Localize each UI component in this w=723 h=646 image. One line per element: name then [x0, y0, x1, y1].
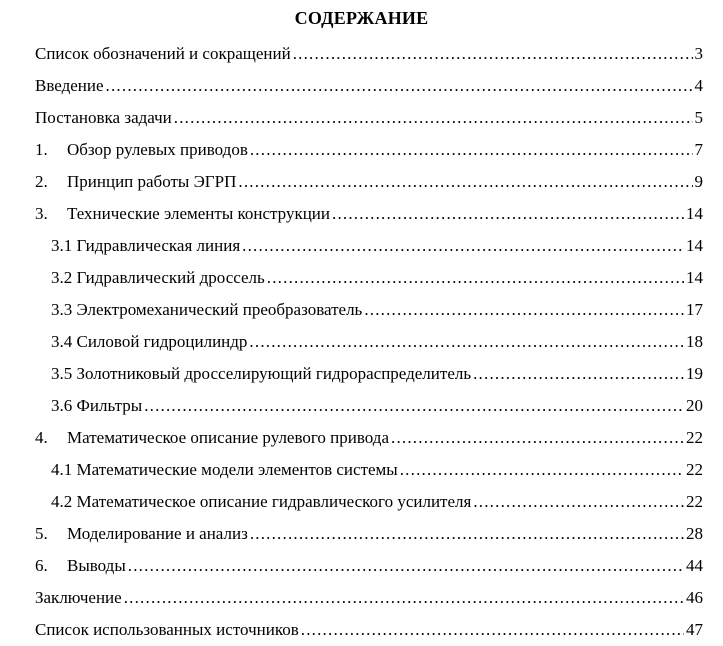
dot-leader — [473, 486, 684, 518]
toc-entry-number: 6. — [35, 556, 48, 575]
toc-entry-label: Список использованных источников — [35, 620, 299, 639]
dot-leader — [332, 198, 684, 230]
toc-entry[interactable] — [35, 422, 703, 454]
toc-entry-page-number: 28 — [686, 524, 703, 543]
toc-entry-number: 3. — [35, 204, 48, 223]
toc-entry-label: 3.6 Фильтры — [51, 396, 143, 415]
toc-entry[interactable] — [35, 326, 703, 358]
dot-leader — [124, 582, 684, 614]
toc-entry-page-number: 18 — [686, 332, 703, 351]
dot-leader — [128, 550, 684, 582]
dot-leader — [301, 614, 684, 646]
toc-entry[interactable] — [35, 390, 703, 422]
toc-entry-label: 3.3 Электромеханический преобразователь — [51, 300, 363, 319]
toc-entry-number: 4. — [35, 428, 48, 447]
table-of-contents — [35, 38, 703, 646]
toc-entry[interactable] — [35, 294, 703, 326]
toc-entry-label: 3.2 Гидравлический дроссель — [51, 268, 265, 287]
dot-leader — [364, 294, 684, 326]
toc-entry-number: 5. — [35, 524, 48, 543]
toc-entry-label: Обзор рулевых приводов — [67, 140, 248, 159]
toc-entry[interactable] — [35, 70, 703, 102]
toc-entry[interactable] — [35, 518, 703, 550]
dot-leader — [293, 38, 693, 70]
toc-entry-number: 1. — [35, 140, 48, 159]
toc-entry[interactable] — [35, 358, 703, 390]
toc-entry-page-number: 22 — [686, 460, 703, 479]
toc-entry-page-number: 44 — [686, 556, 703, 575]
toc-entry[interactable] — [35, 166, 703, 198]
toc-entry-page-number: 4 — [694, 76, 703, 95]
toc-entry-page-number: 14 — [686, 236, 703, 255]
dot-leader — [174, 102, 693, 134]
toc-entry[interactable] — [35, 198, 703, 230]
toc-entry[interactable] — [35, 134, 703, 166]
toc-entry[interactable] — [35, 262, 703, 294]
toc-entry-page-number: 19 — [686, 364, 703, 383]
toc-entry-label: Математическое описание рулевого привода — [67, 428, 389, 447]
toc-entry-page-number: 22 — [686, 428, 703, 447]
toc-entry[interactable] — [35, 486, 703, 518]
toc-entry-label: 3.5 Золотниковый дросселирующий гидрораспределитель — [51, 364, 472, 383]
toc-entry-label: Принцип работы ЭГРП — [67, 172, 237, 191]
toc-entry-page-number: 3 — [694, 44, 703, 63]
dot-leader — [400, 454, 684, 486]
toc-entry-label: 4.2 Математическое описание гидравлического усилителя — [51, 492, 472, 511]
dot-leader — [106, 70, 693, 102]
toc-entry-page-number: 9 — [694, 172, 703, 191]
toc-entry-label: Заключение — [35, 588, 122, 607]
toc-entry-page-number: 7 — [694, 140, 703, 159]
toc-entry[interactable] — [35, 550, 703, 582]
toc-entry-label: Постановка задачи — [35, 108, 172, 127]
toc-entry-label: 3.1 Гидравлическая линия — [51, 236, 241, 255]
toc-title: СОДЕРЖАНИЕ — [294, 8, 429, 28]
toc-entry-label: 4.1 Математические модели элементов системы — [51, 460, 398, 479]
toc-entry-page-number: 20 — [686, 396, 703, 415]
toc-entry-page-number: 47 — [686, 620, 703, 639]
dot-leader — [391, 422, 684, 454]
toc-entry-number: 2. — [35, 172, 48, 191]
toc-entry[interactable] — [35, 582, 703, 614]
toc-entry-label: Введение — [35, 76, 104, 95]
toc-entry-label: Технические элементы конструкции — [67, 204, 330, 223]
dot-leader — [144, 390, 684, 422]
toc-entry-page-number: 14 — [686, 204, 703, 223]
toc-entry[interactable] — [35, 38, 703, 70]
toc-entry[interactable] — [35, 614, 703, 646]
dot-leader — [267, 262, 684, 294]
toc-entry-label: Выводы — [67, 556, 126, 575]
toc-entry[interactable] — [35, 230, 703, 262]
toc-entry-label: Список обозначений и сокращений — [35, 44, 291, 63]
dot-leader — [242, 230, 684, 262]
toc-entry-page-number: 46 — [686, 588, 703, 607]
toc-entry-label: 3.4 Силовой гидроцилиндр — [51, 332, 248, 351]
dot-leader — [250, 134, 693, 166]
dot-leader — [250, 518, 684, 550]
toc-entry-page-number: 14 — [686, 268, 703, 287]
toc-entry-page-number: 22 — [686, 492, 703, 511]
toc-entry-label: Моделирование и анализ — [67, 524, 248, 543]
dot-leader — [473, 358, 684, 390]
toc-entry[interactable] — [35, 102, 703, 134]
dot-leader — [249, 326, 684, 358]
toc-entry-page-number: 17 — [686, 300, 703, 319]
toc-entry-page-number: 5 — [694, 108, 703, 127]
dot-leader — [238, 166, 692, 198]
toc-entry[interactable] — [35, 454, 703, 486]
